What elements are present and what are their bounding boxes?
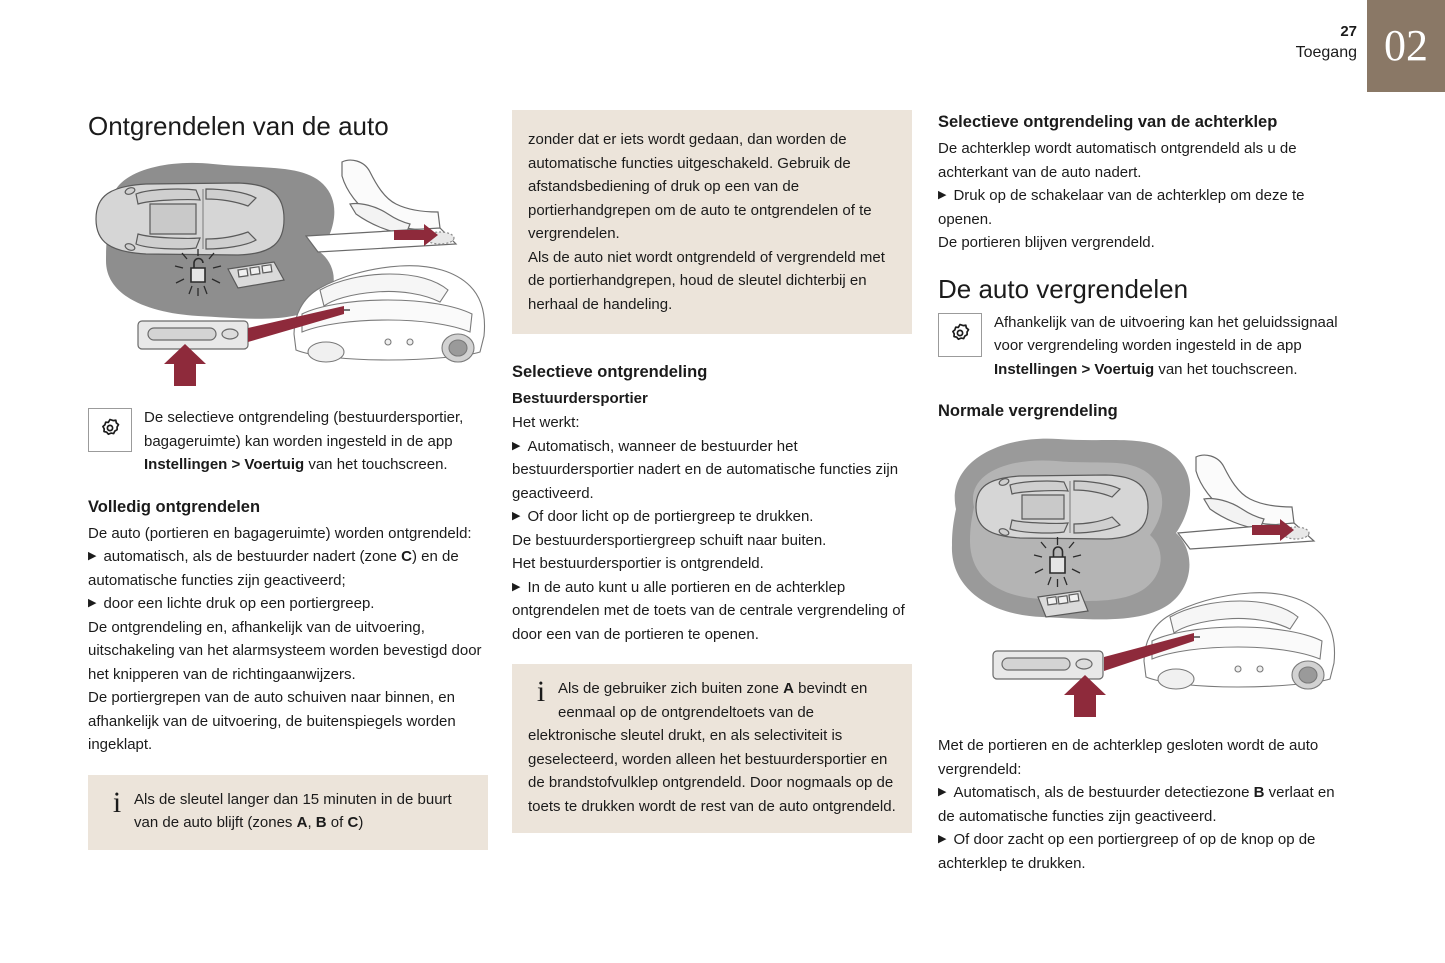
gear-icon [88, 408, 132, 452]
chapter-name: Toegang [1295, 44, 1357, 61]
info-note-mid-text-a: Als de gebruiker zich buiten zone [558, 680, 784, 697]
zone-c-label: C [347, 814, 359, 831]
left-bullet-0-b: ) en de automatische functies zijn geactiveerd; [88, 548, 459, 589]
mid-paragraph-line-1: De bestuurdersportiergreep schuift naar buiten. [512, 531, 827, 549]
car-top-view [96, 183, 284, 255]
settings-note-left-text-a: De selectieve ontgrendeling (bestuurdersportier, bagageruimte) kan worden ingesteld in de app [144, 409, 464, 450]
info-icon: i [112, 785, 122, 819]
info-note-left [88, 775, 488, 850]
right-bullet-0-a: Automatisch, als de bestuurder detectiezone [953, 784, 1254, 801]
left-paragraph-0: De auto (portieren en bagageruimte) worden ontgrendeld: [88, 524, 472, 542]
mid-bullet-0-text: Automatisch, wanneer de bestuurder het bestuurdersportier nadert en de automatische functies zijn geactiveerd. [512, 437, 899, 502]
right-paragraph-1: De achterklep wordt automatisch ontgrendeld als u de achterkant van de auto nadert. [938, 140, 1297, 181]
settings-note-left-text-b: van het touchscreen. [304, 456, 448, 473]
bullet-arrow-icon: ▶ [938, 189, 947, 201]
settings-note-right-text [938, 311, 1338, 382]
chapter-tab-number: 02 [1384, 21, 1428, 70]
header-meta [1296, 22, 1357, 64]
tailgate-switch [993, 651, 1103, 679]
mid-bullet-2 [512, 576, 912, 647]
zone-a-label: A [296, 814, 308, 831]
right-column [938, 110, 1338, 875]
gear-icon [938, 313, 982, 357]
continuation-note [512, 110, 912, 334]
page-title: Ontgrendelen van de auto [88, 111, 389, 141]
lock-illustration [938, 429, 1338, 724]
info-note-mid-text [528, 677, 896, 818]
unlock-illustration [88, 156, 488, 396]
page-number: 27 [1340, 23, 1357, 40]
tailgate-switch-arrow [1064, 675, 1106, 717]
continuation-note-line-1: zonder dat er iets wordt gedaan, dan worden de automatische functies uitgeschakeld. Gebruik de afstandsbediening of druk op een van de portierhandgrepen om de auto te ontgrendelen of te vergrendelen. [528, 131, 872, 242]
info-icon: i [536, 675, 546, 708]
mid-paragraph-line-2: Het bestuurdersportier is ontgrendeld. [512, 555, 764, 572]
bullet-arrow-icon: ▶ [938, 786, 947, 798]
continuation-note-line-2: Als de auto niet wordt ontgrendeld of vergrendeld met de portierhandgrepen, houd de sleutel dichterbij en herhaal de handeling. [528, 248, 885, 313]
left-bullet-0 [88, 545, 488, 592]
settings-note-right-text-b: van het touchscreen. [1154, 360, 1298, 378]
settings-note-right [938, 311, 1338, 382]
bullet-arrow-icon: ▶ [512, 510, 521, 522]
settings-note-right-text-a: Afhankelijk van de uitvoering kan het geluidssignaal voor vergrendeling worden ingesteld in de app [994, 313, 1338, 354]
info-note-left-text [104, 785, 472, 835]
bullet-arrow-icon: ▶ [938, 833, 947, 845]
chapter-tab [1367, 0, 1445, 92]
left-bullet-1 [88, 592, 488, 616]
settings-note-left-text [88, 406, 488, 477]
mid-bullet-1-text: Of door licht op de portiergreep te drukken. [527, 508, 814, 525]
car-top-view [976, 475, 1148, 539]
right-paragraph-3: Met de portieren en de achterklep gesloten wordt de auto vergrendeld: [938, 737, 1319, 778]
right-bullet-0-b: verlaat en de automatische functies zijn geactiveerd. [938, 784, 1335, 825]
mid-bullet-2-text: In de auto kunt u alle portieren en de achterklep ontgrendelen met de toets van de centrale vergrendeling of door een van de portieren te openen. [512, 578, 905, 643]
left-bullet-0-bold: C [401, 548, 412, 565]
subsection-volledig-ontgrendelen: Volledig ontgrendelen [88, 497, 261, 516]
hand-on-door-handle [1178, 455, 1314, 549]
info-note-sep-2: of [326, 814, 348, 831]
zone-b-label: B [315, 814, 327, 831]
subsection-normale-vergrendeling: Normale vergrendeling [938, 402, 1118, 420]
middle-column [512, 110, 912, 833]
zone-b-label: B [1253, 784, 1265, 801]
left-bullet-1-a: door een lichte druk op een portiergreep. [103, 595, 375, 612]
tailgate-switch [138, 321, 248, 349]
subsub-bestuurdersportier: Bestuurdersportier [512, 390, 648, 407]
info-note-left-text-a: Als de sleutel langer dan 15 minuten in de buurt van de auto blijft (zones [134, 790, 452, 831]
bullet-arrow-icon: ▶ [512, 439, 521, 452]
mid-intro: Het werkt: [512, 414, 580, 431]
bullet-arrow-icon: ▶ [88, 550, 97, 562]
info-note-mid-text-b: bevindt en eenmaal op de ontgrendeltoets van de elektronische sleutel drukt, en als selectiviteit is geselecteerd, worden alleen het bestuurdersportier en de brandstofvulklep ontgrendeld. Door nogmaals op de toets te drukken wordt de rest van de auto ontgrendeld. [528, 680, 896, 815]
right-bullet-1 [938, 828, 1338, 875]
left-bullet-0-a: automatisch, als de bestuurder nadert (zone [103, 548, 402, 565]
right-bullet-achterklep-text: Druk op de schakelaar van de achterklep om deze te openen. [938, 187, 1305, 228]
right-paragraph-2: De portieren blijven vergrendeld. [938, 234, 1155, 251]
tailgate-switch-arrow [164, 344, 206, 386]
right-bullet-1-a: Of door zacht op een portiergreep of op de knop op de achterklep te drukken. [938, 831, 1316, 872]
section-title-vergrendelen: De auto vergrendelen [938, 273, 1189, 304]
left-paragraph-after-1: De portiergrepen van de auto schuiven naar binnen, en afhankelijk van de uitvoering, de buitenspiegels worden ingeklapt. [88, 689, 456, 753]
settings-note-left-bold: Instellingen > Voertuig [144, 456, 305, 473]
bullet-arrow-icon: ▶ [512, 580, 521, 593]
info-note-mid [512, 664, 912, 833]
mid-bullet-0 [512, 435, 912, 506]
bullet-arrow-icon: ▶ [88, 597, 97, 609]
left-column [88, 110, 488, 850]
subsection-selectieve-ontgrendeling: Selectieve ontgrendeling [512, 363, 708, 381]
settings-note-right-bold: Instellingen > Voertuig [994, 360, 1155, 378]
mid-bullet-1 [512, 505, 912, 529]
page-header [0, 0, 1445, 98]
left-paragraph-after-0: De ontgrendeling en, afhankelijk van de uitvoering, uitschakeling van het alarmsysteem worden bevestigd door het knipperen van de richtingaanwijzers. [88, 618, 482, 683]
right-bullet-achterklep [938, 184, 1338, 231]
info-note-sep-1: , [307, 814, 316, 831]
zone-a-label: A [783, 680, 794, 697]
info-note-left-text-b: ) [358, 814, 364, 831]
right-bullet-0 [938, 781, 1338, 828]
settings-note-left [88, 406, 488, 477]
subsection-selectieve-achterklep: Selectieve ontgrendeling van de achterklep [938, 113, 1278, 131]
